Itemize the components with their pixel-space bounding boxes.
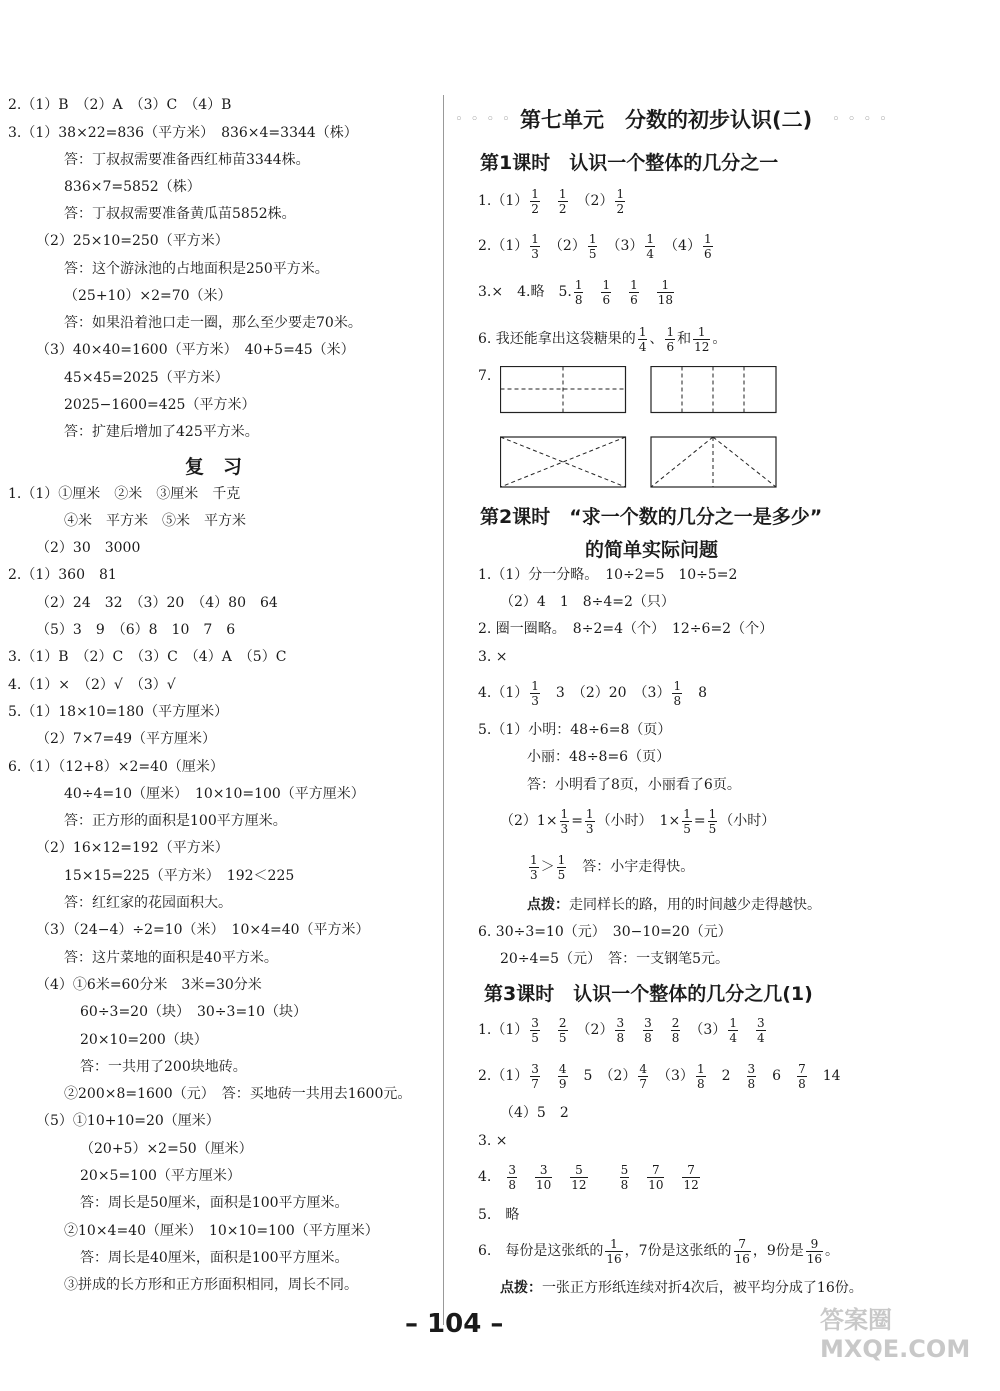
answer-line: 答：正方形的面积是100平方厘米。 [64,813,287,829]
answer-line: 小丽：48÷8=6（页） [527,749,671,765]
fraction: $\frac{3}{4}$ [756,1015,765,1045]
answer-line: （2）4 1 8÷4=2（只） [500,594,675,610]
answer-line: （20+5）×2=50（厘米） [80,1141,253,1157]
page-number: – 104 – [405,1309,504,1339]
fraction: $\frac{5}{12}$ [571,1162,587,1192]
answer-line: （4）5 2 [500,1105,569,1121]
fraction: $\frac{1}{18}$ [657,277,674,307]
answer-line: 2025−1600=425（平方米） [64,397,256,413]
answer-line: 6. 30÷3=10（元） 30−10=20（元） [478,924,732,940]
fraction: $\frac{7}{10}$ [648,1162,664,1192]
answer-line: ③拼成的长方形和正方形面积相同，周长不同。 [64,1277,358,1293]
fraction: $\frac{1}{16}$ [606,1236,622,1266]
l2-q5e: $\frac{1}{3}$ ＞ $\frac{1}{5}$ 答：小宇走得快。 [530,852,695,882]
answer-line: 3. × [478,649,508,665]
fraction: $\frac{1}{4}$ [646,231,655,261]
answer-line: 5. 略 [478,1207,520,1223]
column-divider [443,95,444,1325]
answer-line: 6.（1）（12+8）×2=40（厘米） [8,759,224,775]
l3-q4: 4. $\frac{3}{8}$ $\frac{3}{10}$ $\frac{5}{12}$ $\frac{5}{8}$ $\frac{7}{10}$ $\frac{7}{12}$ [478,1162,699,1192]
answer-line: （5）3 9 （6）8 10 7 6 [36,622,236,638]
l2-q4: 4.（1） $\frac{1}{3}$ 3 （2）20 （3） $\frac{1}{8}$ 8 [478,678,708,708]
l1-q7: 7. [478,368,492,384]
answer-line: 答：这片菜地的面积是40平方米。 [64,950,278,966]
answer-line: （2）30 3000 [36,540,141,556]
fraction: $\frac{1}{2}$ [558,186,567,216]
answer-line: 答：丁叔叔需要准备西红柿苗3344株。 [64,152,310,168]
fraction: $\frac{1}{6}$ [630,277,638,307]
fraction: $\frac{1}{4}$ [638,324,647,354]
answer-line: 3.（1）B （2）C （3）C （4）A （5）C [8,649,287,665]
fraction: $\frac{1}{2}$ [616,186,625,216]
fraction: $\frac{7}{16}$ [734,1236,750,1266]
answer-line: （2）24 32 （3）20 （4）80 64 [36,595,278,611]
answer-line: 答：周长是50厘米，面积是100平方厘米。 [80,1195,349,1211]
answer-line: 5.（1）18×10=180（平方厘米） [8,704,229,720]
answer-line: （3）40×40=1600（平方米） 40+5=45（米） [36,342,355,358]
answer-line: （2）16×12=192（平方米） [36,840,229,856]
answer-line: 答：扩建后增加了425平方米。 [64,424,259,440]
answer-line: 15×15=225（平方米） 192＜225 [64,868,295,884]
answer-line: （3）（24−4）÷2=10（米） 10×4=40（平方米） [36,922,370,938]
answer-line: 3. × [478,1133,508,1149]
watermark: 答案圈 MXQE.COM [820,1306,971,1363]
fraction: $\frac{1}{12}$ [694,324,710,354]
lesson2-title: 第2课时 “求一个数的几分之一是多少” [480,506,823,528]
answer-line: 答：周长是40厘米，面积是100平方厘米。 [80,1250,349,1266]
answer-line: （2）25×10=250（平方米） [36,233,229,249]
fraction: $\frac{1}{8}$ [574,277,583,307]
fraction: $\frac{5}{8}$ [620,1162,629,1192]
fraction: $\frac{3}{5}$ [531,1015,539,1045]
answer-line: 2. 圈一圈略。 8÷2=4（个） 12÷6=2（个） [478,621,774,637]
fraction: $\frac{1}{2}$ [531,186,539,216]
unit-title: 第七单元 分数的初步认识(二) [520,108,813,132]
answer-line: 答：如果沿着池口走一圈，那么至少要走70米。 [64,315,362,331]
tip-line: 点拨：一张正方形纸连续对折4次后，被平均分成了16份。 [500,1280,863,1296]
fraction: $\frac{3}{8}$ [616,1015,625,1045]
answer-line: （5）①10+10=20（厘米） [36,1113,220,1129]
fraction: $\frac{3}{8}$ [508,1162,516,1192]
answer-line: 答：红红家的花园面积大。 [64,895,232,911]
answer-line: 20×5=100（平方厘米） [80,1168,241,1184]
fraction: $\frac{1}{8}$ [673,678,682,708]
l3-q6: 6. 每份是这张纸的 $\frac{1}{16}$ ，7份是这张纸的 $\frac{7}{16}$ ，9份是 $\frac{9}{16}$ 。 [478,1236,840,1266]
fraction: $\frac{4}{7}$ [639,1061,648,1091]
fraction: $\frac{1}{3}$ [531,231,539,261]
fraction: $\frac{1}{5}$ [708,806,717,836]
fraction: $\frac{1}{6}$ [703,231,712,261]
decor-dots-left: ◦◦◦◦ [455,112,518,127]
l1-q6: 6. 我还能拿出这袋糖果的 $\frac{1}{4}$ 、 $\frac{1}{6}$ 和 $\frac{1}{12}$ 。 [478,324,727,354]
fraction: $\frac{3}{7}$ [531,1061,539,1091]
fraction: $\frac{1}{8}$ [696,1061,705,1091]
fraction: $\frac{1}{6}$ [666,324,675,354]
fraction: $\frac{3}{8}$ [644,1015,652,1045]
fraction: $\frac{3}{10}$ [536,1162,552,1192]
fraction: $\frac{1}{3}$ [531,678,539,708]
fraction: $\frac{7}{12}$ [683,1162,699,1192]
answer-line: 答：这个游泳池的占地面积是250平方米。 [64,261,329,277]
lesson3-title: 第3课时 认识一个整体的几分之几(1) [484,983,813,1005]
answer-line: ②10×4=40（厘米） 10×10=100（平方厘米） [64,1223,379,1239]
fraction: $\frac{2}{8}$ [671,1015,680,1045]
answer-line: （25+10）×2=70（米） [64,288,232,304]
answer-line: 2.（1）B （2）A （3）C （4）B [8,97,232,113]
fraction: $\frac{1}{3}$ [585,806,594,836]
answer-line: 20×10=200（块） [80,1032,208,1048]
fraction: $\frac{1}{3}$ [560,806,569,836]
tip-line: 点拨：走同样长的路，用的时间越少走得越快。 [527,897,821,913]
answer-line: 2.（1）360 81 [8,567,117,583]
answer-line: （4）①6米=60分米 3米=30分米 [36,977,262,993]
fraction: $\frac{9}{16}$ [806,1236,823,1266]
l1-q1: 1.（1） $\frac{1}{2}$ $\frac{1}{2}$ （2） $\frac{1}{2}$ [478,186,625,216]
answer-line: 4.（1）× （2）√ （3）√ [8,677,176,693]
answer-line: ④米 平方米 ⑤米 平方米 [64,513,246,529]
answer-line: 3.（1）38×22=836（平方米） 836×4=3344（株） [8,125,358,141]
answer-line: 20÷4=5（元） 答：一支钢笔5元。 [500,951,729,967]
answer-line: 1.（1）分一分略。 10÷2=5 10÷5=2 [478,567,738,583]
answer-line: ②200×8=1600（元） 答：买地砖一共用去1600元。 [64,1086,412,1102]
fraction: $\frac{7}{8}$ [798,1061,806,1091]
answer-line: 5.（1）小明：48÷6=8（页） [478,722,672,738]
l3-q2: 2.（1） $\frac{3}{7}$ $\frac{4}{9}$ 5 （2） $\frac{4}{7}$ （3） $\frac{1}{8}$ 2 $\frac{3}{8}$ 6 $\frac{7}{8}$ 14 [478,1061,841,1091]
decor-dots-right: ◦◦◦◦ [832,112,895,127]
lesson2-subtitle: 的简单实际问题 [585,539,719,561]
fraction: $\frac{2}{5}$ [558,1015,567,1045]
answer-line: 答：一共用了200块地砖。 [80,1059,247,1075]
fraction: $\frac{1}{6}$ [602,277,611,307]
l3-q1: 1.（1） $\frac{3}{5}$ $\frac{2}{5}$ （2） $\frac{3}{8}$ $\frac{3}{8}$ $\frac{2}{8}$ （3） $\frac{1}{4}$ $\frac{3}{4}$ [478,1015,765,1045]
answer-line: 答：小明看了8页，小丽看了6页。 [527,777,741,793]
fraction: $\frac{1}{5}$ [683,806,691,836]
lesson1-title: 第1课时 认识一个整体的几分之一 [480,152,779,174]
answer-line: 45×45=2025（平方米） [64,370,229,386]
fraction: $\frac{1}{4}$ [729,1015,737,1045]
rectangle-figures [500,366,780,491]
answer-line: （2）7×7=49（平方厘米） [36,731,216,747]
answer-line: 60÷3=20（块） 30÷3=10（块） [80,1004,307,1020]
fraction: $\frac{1}{5}$ [588,231,597,261]
fraction: $\frac{4}{9}$ [558,1061,567,1091]
l1-q2: 2.（1） $\frac{1}{3}$ （2） $\frac{1}{5}$ （3） $\frac{1}{4}$ （4） $\frac{1}{6}$ [478,231,712,261]
fraction: $\frac{3}{8}$ [747,1061,756,1091]
answer-line: 836×7=5852（株） [64,179,201,195]
fraction: $\frac{1}{5}$ [557,852,566,882]
answer-line: 40÷4=10（厘米） 10×10=100（平方厘米） [64,786,365,802]
answer-line: 1.（1）①厘米 ②米 ③厘米 千克 [8,486,241,502]
l2-q5d: （2）1× $\frac{1}{3}$ = $\frac{1}{3}$ （小时） 1× $\frac{1}{5}$ = $\frac{1}{5}$ （小时） [500,806,776,836]
answer-line: 答：丁叔叔需要准备黄瓜苗5852株。 [64,206,296,222]
l1-q3-5: 3.× 4.略 5. $\frac{1}{8}$ $\frac{1}{6}$ $\frac{1}{6}$ $\frac{1}{18}$ [478,277,674,307]
fraction: $\frac{1}{3}$ [530,852,538,882]
review-title: 复 习 [185,456,243,478]
